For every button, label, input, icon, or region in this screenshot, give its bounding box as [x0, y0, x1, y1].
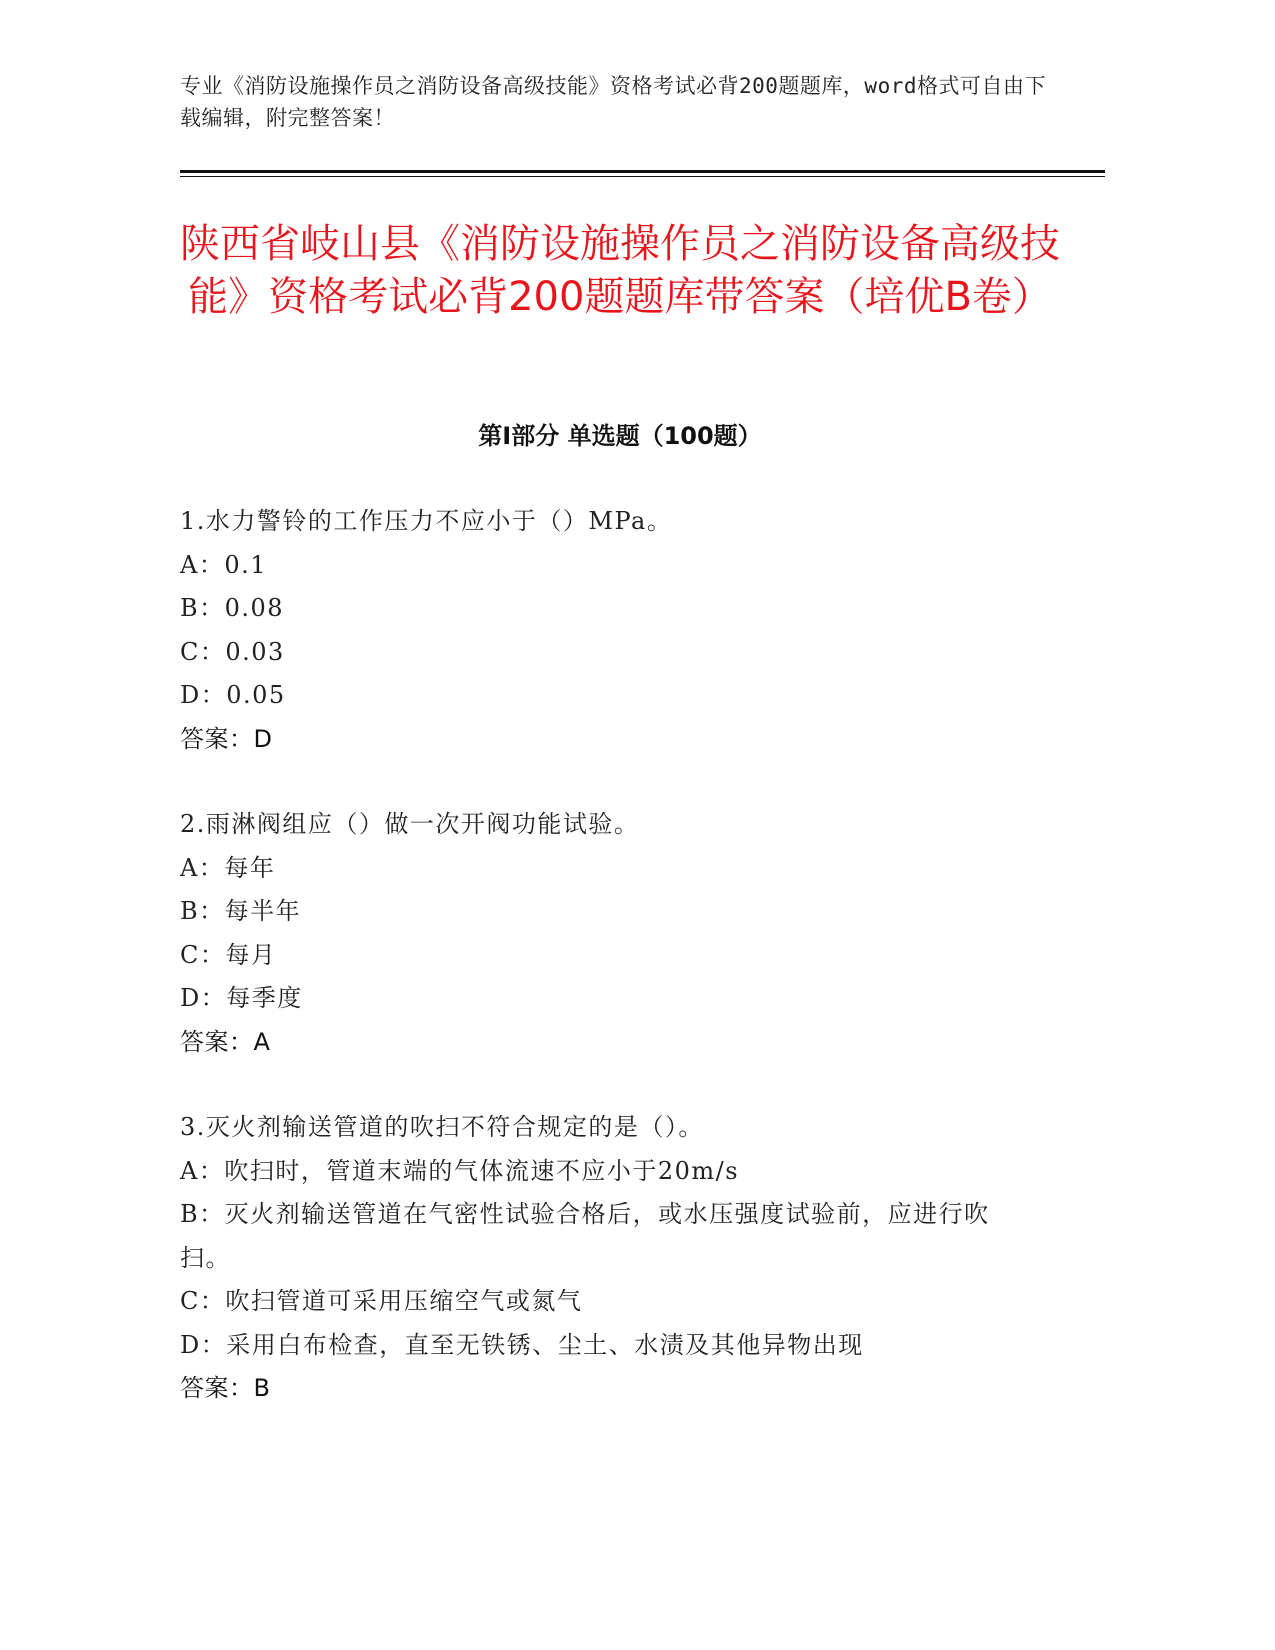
question-stem: 1.水力警铃的工作压力不应小于（）MPa。: [180, 507, 673, 535]
option-d: D：采用白布检查，直至无铁锈、尘土、水渍及其他异物出现: [180, 1330, 864, 1359]
option-a: A：0.1: [180, 550, 267, 579]
option-a: A：每年: [180, 853, 276, 882]
question-1: [180, 500, 1040, 761]
option-d: D：0.05: [180, 681, 286, 709]
document-title: 陕西省岐山县《消防设施操作员之消防设备高级技能》资格考试必背200题题库带答案（培优B卷）: [180, 221, 1060, 320]
option-a: A：吹扫时，管道末端的气体流速不应小于20m/s: [180, 1156, 740, 1185]
question-stem: 2.雨淋阀组应（）做一次开阀功能试验。: [180, 810, 640, 838]
option-b: B：每半年: [180, 897, 302, 925]
option-c: C：0.03: [180, 637, 285, 666]
option-b: B：0.08: [180, 594, 285, 622]
answer: 答案：B: [180, 1374, 271, 1402]
option-d: D：每季度: [180, 984, 303, 1012]
question-2: [180, 803, 1040, 1064]
question-3: [180, 1106, 1040, 1411]
question-stem: 3.灭火剂输送管道的吹扫不符合规定的是（）。: [180, 1113, 704, 1141]
header-divider-thin: [180, 176, 1105, 177]
header-note: 专业《消防设施操作员之消防设备高级技能》资格考试必背200题题库，word格式可自由下载编辑，附完整答案！: [180, 74, 1046, 130]
question-list: [180, 500, 1040, 1453]
option-b: B：灭火剂输送管道在气密性试验合格后，或水压强度试验前，应进行吹扫。: [180, 1200, 990, 1272]
section-title: 第I部分 单选题（100题）: [478, 422, 762, 450]
option-c: C：吹扫管道可采用压缩空气或氮气: [180, 1287, 583, 1315]
header-divider-thick: [180, 170, 1105, 173]
option-c: C：每月: [180, 940, 277, 969]
answer: 答案：D: [180, 724, 273, 753]
answer: 答案：A: [180, 1027, 271, 1056]
